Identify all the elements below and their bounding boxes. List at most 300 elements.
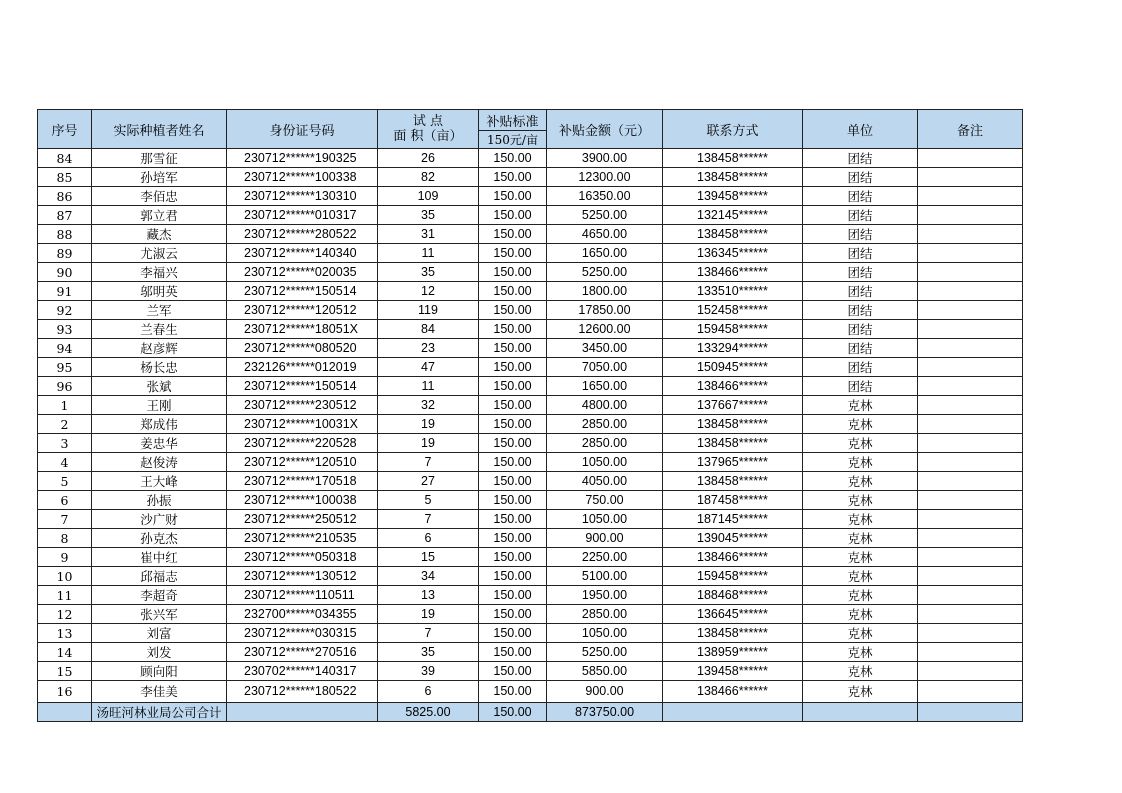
cell-seq: 94 <box>38 339 92 358</box>
cell-note <box>918 301 1023 320</box>
cell-phone: 138466****** <box>663 548 803 567</box>
cell-note <box>918 529 1023 548</box>
total-area: 5825.00 <box>378 703 479 722</box>
cell-note <box>918 206 1023 225</box>
cell-std: 150.00 <box>479 244 547 263</box>
cell-unit: 团结 <box>803 301 918 320</box>
cell-id: 230712******230512 <box>227 396 378 415</box>
cell-std: 150.00 <box>479 510 547 529</box>
cell-name: 张斌 <box>92 377 227 396</box>
cell-name: 王刚 <box>92 396 227 415</box>
cell-unit: 克林 <box>803 567 918 586</box>
cell-seq: 91 <box>38 282 92 301</box>
cell-area: 84 <box>378 320 479 339</box>
cell-seq: 9 <box>38 548 92 567</box>
cell-seq: 95 <box>38 358 92 377</box>
cell-phone: 138959****** <box>663 643 803 662</box>
table-row <box>38 643 1023 662</box>
cell-unit: 克林 <box>803 453 918 472</box>
cell-amount: 2850.00 <box>547 434 663 453</box>
cell-phone: 138458****** <box>663 168 803 187</box>
cell-phone: 188468****** <box>663 586 803 605</box>
cell-phone: 138466****** <box>663 263 803 282</box>
cell-name: 郭立君 <box>92 206 227 225</box>
cell-name: 张兴军 <box>92 605 227 624</box>
cell-note <box>918 244 1023 263</box>
table-row <box>38 339 1023 358</box>
cell-id: 230712******120510 <box>227 453 378 472</box>
cell-id: 230712******170518 <box>227 472 378 491</box>
cell-name: 杨长忠 <box>92 358 227 377</box>
table-row <box>38 244 1023 263</box>
cell-id: 232700******034355 <box>227 605 378 624</box>
header-std: 补贴标准 <box>479 110 547 131</box>
cell-phone: 133294****** <box>663 339 803 358</box>
cell-phone: 152458****** <box>663 301 803 320</box>
cell-std: 150.00 <box>479 415 547 434</box>
cell-note <box>918 681 1023 703</box>
cell-area: 82 <box>378 168 479 187</box>
cell-name: 那雪征 <box>92 149 227 168</box>
cell-phone: 138458****** <box>663 225 803 244</box>
cell-std: 150.00 <box>479 206 547 225</box>
cell-unit: 克林 <box>803 662 918 681</box>
header-std-sub: 150元/亩 <box>479 131 547 149</box>
cell-id: 230712******150514 <box>227 377 378 396</box>
cell-unit: 克林 <box>803 643 918 662</box>
cell-std: 150.00 <box>479 605 547 624</box>
cell-amount: 5250.00 <box>547 206 663 225</box>
cell-std: 150.00 <box>479 149 547 168</box>
total-seq <box>38 703 92 722</box>
cell-std: 150.00 <box>479 643 547 662</box>
cell-name: 尤淑云 <box>92 244 227 263</box>
cell-unit: 团结 <box>803 263 918 282</box>
table-row <box>38 415 1023 434</box>
cell-area: 13 <box>378 586 479 605</box>
header-name: 实际种植者姓名 <box>92 110 227 149</box>
cell-amount: 1650.00 <box>547 244 663 263</box>
cell-area: 39 <box>378 662 479 681</box>
cell-std: 150.00 <box>479 548 547 567</box>
cell-area: 26 <box>378 149 479 168</box>
cell-phone: 159458****** <box>663 567 803 586</box>
cell-amount: 2850.00 <box>547 605 663 624</box>
cell-note <box>918 548 1023 567</box>
cell-note <box>918 510 1023 529</box>
cell-name: 刘富 <box>92 624 227 643</box>
cell-name: 赵彦辉 <box>92 339 227 358</box>
cell-unit: 克林 <box>803 548 918 567</box>
cell-std: 150.00 <box>479 624 547 643</box>
cell-note <box>918 662 1023 681</box>
table-row <box>38 662 1023 681</box>
total-label: 汤旺河林业局公司合计 <box>92 703 227 722</box>
cell-std: 150.00 <box>479 396 547 415</box>
cell-note <box>918 187 1023 206</box>
cell-amount: 17850.00 <box>547 301 663 320</box>
cell-seq: 3 <box>38 434 92 453</box>
table-row <box>38 377 1023 396</box>
cell-note <box>918 586 1023 605</box>
cell-seq: 92 <box>38 301 92 320</box>
cell-area: 34 <box>378 567 479 586</box>
cell-note <box>918 434 1023 453</box>
cell-name: 崔中红 <box>92 548 227 567</box>
cell-phone: 133510****** <box>663 282 803 301</box>
cell-std: 150.00 <box>479 567 547 586</box>
subsidy-table <box>37 109 1023 722</box>
cell-unit: 克林 <box>803 491 918 510</box>
cell-id: 230712******100038 <box>227 491 378 510</box>
cell-seq: 89 <box>38 244 92 263</box>
table-row <box>38 320 1023 339</box>
cell-note <box>918 605 1023 624</box>
cell-phone: 138466****** <box>663 377 803 396</box>
cell-name: 兰春生 <box>92 320 227 339</box>
cell-note <box>918 282 1023 301</box>
cell-phone: 138458****** <box>663 434 803 453</box>
cell-std: 150.00 <box>479 529 547 548</box>
cell-std: 150.00 <box>479 187 547 206</box>
table-row <box>38 605 1023 624</box>
cell-area: 6 <box>378 529 479 548</box>
cell-amount: 5100.00 <box>547 567 663 586</box>
cell-std: 150.00 <box>479 168 547 187</box>
cell-seq: 85 <box>38 168 92 187</box>
cell-unit: 团结 <box>803 339 918 358</box>
cell-amount: 4800.00 <box>547 396 663 415</box>
cell-amount: 3450.00 <box>547 339 663 358</box>
cell-id: 230712******120512 <box>227 301 378 320</box>
cell-id: 230712******080520 <box>227 339 378 358</box>
cell-phone: 136345****** <box>663 244 803 263</box>
cell-seq: 86 <box>38 187 92 206</box>
cell-area: 31 <box>378 225 479 244</box>
table-body <box>38 149 1023 703</box>
cell-phone: 139458****** <box>663 187 803 206</box>
cell-id: 230712******280522 <box>227 225 378 244</box>
total-std: 150.00 <box>479 703 547 722</box>
table-row <box>38 187 1023 206</box>
cell-std: 150.00 <box>479 263 547 282</box>
cell-amount: 5250.00 <box>547 643 663 662</box>
table-header <box>38 110 1023 149</box>
cell-std: 150.00 <box>479 472 547 491</box>
header-area-line1: 试 点 <box>412 114 444 129</box>
cell-id: 230712******10031X <box>227 415 378 434</box>
table-row <box>38 681 1023 703</box>
header-area <box>378 110 479 149</box>
cell-seq: 84 <box>38 149 92 168</box>
table-row <box>38 263 1023 282</box>
cell-note <box>918 453 1023 472</box>
cell-area: 119 <box>378 301 479 320</box>
cell-note <box>918 168 1023 187</box>
cell-seq: 13 <box>38 624 92 643</box>
cell-id: 230712******210535 <box>227 529 378 548</box>
cell-name: 刘发 <box>92 643 227 662</box>
cell-phone: 138458****** <box>663 472 803 491</box>
cell-note <box>918 415 1023 434</box>
cell-phone: 139045****** <box>663 529 803 548</box>
table-row <box>38 282 1023 301</box>
cell-id: 230712******130310 <box>227 187 378 206</box>
cell-unit: 团结 <box>803 377 918 396</box>
cell-note <box>918 472 1023 491</box>
cell-seq: 90 <box>38 263 92 282</box>
cell-seq: 87 <box>38 206 92 225</box>
cell-unit: 团结 <box>803 282 918 301</box>
cell-phone: 136645****** <box>663 605 803 624</box>
cell-phone: 187145****** <box>663 510 803 529</box>
cell-unit: 团结 <box>803 225 918 244</box>
table-row <box>38 529 1023 548</box>
cell-unit: 团结 <box>803 149 918 168</box>
cell-id: 230712******130512 <box>227 567 378 586</box>
table-row <box>38 548 1023 567</box>
cell-unit: 团结 <box>803 206 918 225</box>
cell-area: 12 <box>378 282 479 301</box>
cell-area: 15 <box>378 548 479 567</box>
cell-area: 7 <box>378 453 479 472</box>
cell-amount: 1800.00 <box>547 282 663 301</box>
cell-name: 邬明英 <box>92 282 227 301</box>
cell-unit: 克林 <box>803 434 918 453</box>
cell-seq: 93 <box>38 320 92 339</box>
cell-seq: 96 <box>38 377 92 396</box>
table-row <box>38 491 1023 510</box>
cell-area: 35 <box>378 206 479 225</box>
table-row <box>38 206 1023 225</box>
cell-amount: 1650.00 <box>547 377 663 396</box>
cell-unit: 克林 <box>803 510 918 529</box>
table-row <box>38 434 1023 453</box>
cell-area: 19 <box>378 434 479 453</box>
cell-name: 姜忠华 <box>92 434 227 453</box>
cell-std: 150.00 <box>479 339 547 358</box>
cell-amount: 1050.00 <box>547 510 663 529</box>
cell-phone: 138458****** <box>663 624 803 643</box>
table-row <box>38 149 1023 168</box>
cell-seq: 10 <box>38 567 92 586</box>
cell-std: 150.00 <box>479 282 547 301</box>
cell-id: 230712******250512 <box>227 510 378 529</box>
cell-area: 23 <box>378 339 479 358</box>
cell-seq: 16 <box>38 681 92 703</box>
cell-std: 150.00 <box>479 586 547 605</box>
cell-name: 孙振 <box>92 491 227 510</box>
cell-amount: 12300.00 <box>547 168 663 187</box>
table-row <box>38 358 1023 377</box>
cell-unit: 克林 <box>803 415 918 434</box>
cell-area: 32 <box>378 396 479 415</box>
cell-id: 230712******220528 <box>227 434 378 453</box>
cell-note <box>918 225 1023 244</box>
cell-amount: 7050.00 <box>547 358 663 377</box>
cell-name: 兰军 <box>92 301 227 320</box>
cell-name: 赵俊涛 <box>92 453 227 472</box>
cell-note <box>918 396 1023 415</box>
cell-area: 11 <box>378 377 479 396</box>
cell-name: 邱福志 <box>92 567 227 586</box>
cell-seq: 1 <box>38 396 92 415</box>
cell-note <box>918 320 1023 339</box>
cell-unit: 克林 <box>803 529 918 548</box>
header-id: 身份证号码 <box>227 110 378 149</box>
total-note <box>918 703 1023 722</box>
cell-note <box>918 149 1023 168</box>
cell-note <box>918 377 1023 396</box>
cell-unit: 克林 <box>803 396 918 415</box>
cell-name: 孙克杰 <box>92 529 227 548</box>
cell-note <box>918 624 1023 643</box>
cell-id: 230712******020035 <box>227 263 378 282</box>
cell-seq: 2 <box>38 415 92 434</box>
cell-note <box>918 263 1023 282</box>
cell-std: 150.00 <box>479 434 547 453</box>
cell-std: 150.00 <box>479 453 547 472</box>
table-row <box>38 567 1023 586</box>
cell-seq: 15 <box>38 662 92 681</box>
table-row <box>38 510 1023 529</box>
cell-phone: 132145****** <box>663 206 803 225</box>
cell-std: 150.00 <box>479 301 547 320</box>
cell-phone: 138458****** <box>663 149 803 168</box>
table-row <box>38 472 1023 491</box>
cell-unit: 克林 <box>803 624 918 643</box>
header-amount: 补贴金额（元） <box>547 110 663 149</box>
table-row <box>38 168 1023 187</box>
cell-amount: 900.00 <box>547 681 663 703</box>
cell-area: 6 <box>378 681 479 703</box>
cell-phone: 187458****** <box>663 491 803 510</box>
table-row <box>38 396 1023 415</box>
cell-note <box>918 358 1023 377</box>
cell-unit: 克林 <box>803 681 918 703</box>
header-note: 备注 <box>918 110 1023 149</box>
cell-area: 7 <box>378 510 479 529</box>
cell-seq: 8 <box>38 529 92 548</box>
cell-id: 230712******050318 <box>227 548 378 567</box>
cell-phone: 137965****** <box>663 453 803 472</box>
cell-id: 230712******010317 <box>227 206 378 225</box>
cell-unit: 团结 <box>803 358 918 377</box>
table-footer <box>38 703 1023 722</box>
cell-std: 150.00 <box>479 662 547 681</box>
cell-seq: 6 <box>38 491 92 510</box>
cell-area: 35 <box>378 643 479 662</box>
cell-amount: 4650.00 <box>547 225 663 244</box>
cell-id: 230712******150514 <box>227 282 378 301</box>
cell-std: 150.00 <box>479 681 547 703</box>
cell-area: 7 <box>378 624 479 643</box>
cell-amount: 3900.00 <box>547 149 663 168</box>
cell-seq: 4 <box>38 453 92 472</box>
cell-area: 19 <box>378 605 479 624</box>
cell-area: 11 <box>378 244 479 263</box>
cell-amount: 1050.00 <box>547 624 663 643</box>
cell-phone: 150945****** <box>663 358 803 377</box>
cell-area: 19 <box>378 415 479 434</box>
cell-unit: 团结 <box>803 187 918 206</box>
cell-id: 230712******140340 <box>227 244 378 263</box>
total-unit <box>803 703 918 722</box>
cell-seq: 12 <box>38 605 92 624</box>
cell-area: 47 <box>378 358 479 377</box>
cell-amount: 750.00 <box>547 491 663 510</box>
cell-amount: 12600.00 <box>547 320 663 339</box>
cell-std: 150.00 <box>479 320 547 339</box>
header-seq: 序号 <box>38 110 92 149</box>
cell-note <box>918 339 1023 358</box>
cell-area: 35 <box>378 263 479 282</box>
cell-seq: 14 <box>38 643 92 662</box>
cell-area: 5 <box>378 491 479 510</box>
cell-phone: 138466****** <box>663 681 803 703</box>
cell-amount: 4050.00 <box>547 472 663 491</box>
cell-seq: 88 <box>38 225 92 244</box>
cell-name: 李福兴 <box>92 263 227 282</box>
cell-seq: 7 <box>38 510 92 529</box>
total-contact <box>663 703 803 722</box>
cell-name: 李佳美 <box>92 681 227 703</box>
cell-unit: 团结 <box>803 168 918 187</box>
cell-amount: 5850.00 <box>547 662 663 681</box>
cell-amount: 2250.00 <box>547 548 663 567</box>
cell-note <box>918 643 1023 662</box>
cell-std: 150.00 <box>479 491 547 510</box>
cell-name: 孙培军 <box>92 168 227 187</box>
table-row <box>38 225 1023 244</box>
cell-std: 150.00 <box>479 358 547 377</box>
table-row <box>38 301 1023 320</box>
cell-note <box>918 567 1023 586</box>
cell-amount: 1050.00 <box>547 453 663 472</box>
table-row <box>38 624 1023 643</box>
cell-name: 李佰忠 <box>92 187 227 206</box>
cell-unit: 团结 <box>803 320 918 339</box>
cell-id: 230702******140317 <box>227 662 378 681</box>
cell-area: 27 <box>378 472 479 491</box>
table-row <box>38 586 1023 605</box>
cell-id: 230712******100338 <box>227 168 378 187</box>
cell-id: 230712******180522 <box>227 681 378 703</box>
cell-id: 230712******270516 <box>227 643 378 662</box>
cell-amount: 2850.00 <box>547 415 663 434</box>
cell-unit: 克林 <box>803 605 918 624</box>
cell-id: 230712******110511 <box>227 586 378 605</box>
cell-name: 李超奇 <box>92 586 227 605</box>
cell-name: 郑成伟 <box>92 415 227 434</box>
cell-id: 230712******030315 <box>227 624 378 643</box>
cell-unit: 克林 <box>803 472 918 491</box>
total-id <box>227 703 378 722</box>
cell-unit: 克林 <box>803 586 918 605</box>
cell-amount: 16350.00 <box>547 187 663 206</box>
header-unit: 单位 <box>803 110 918 149</box>
table-row <box>38 453 1023 472</box>
cell-name: 顾向阳 <box>92 662 227 681</box>
cell-id: 230712******18051X <box>227 320 378 339</box>
cell-seq: 5 <box>38 472 92 491</box>
cell-std: 150.00 <box>479 377 547 396</box>
cell-std: 150.00 <box>479 225 547 244</box>
cell-name: 王大峰 <box>92 472 227 491</box>
cell-area: 109 <box>378 187 479 206</box>
cell-seq: 11 <box>38 586 92 605</box>
cell-name: 藏杰 <box>92 225 227 244</box>
